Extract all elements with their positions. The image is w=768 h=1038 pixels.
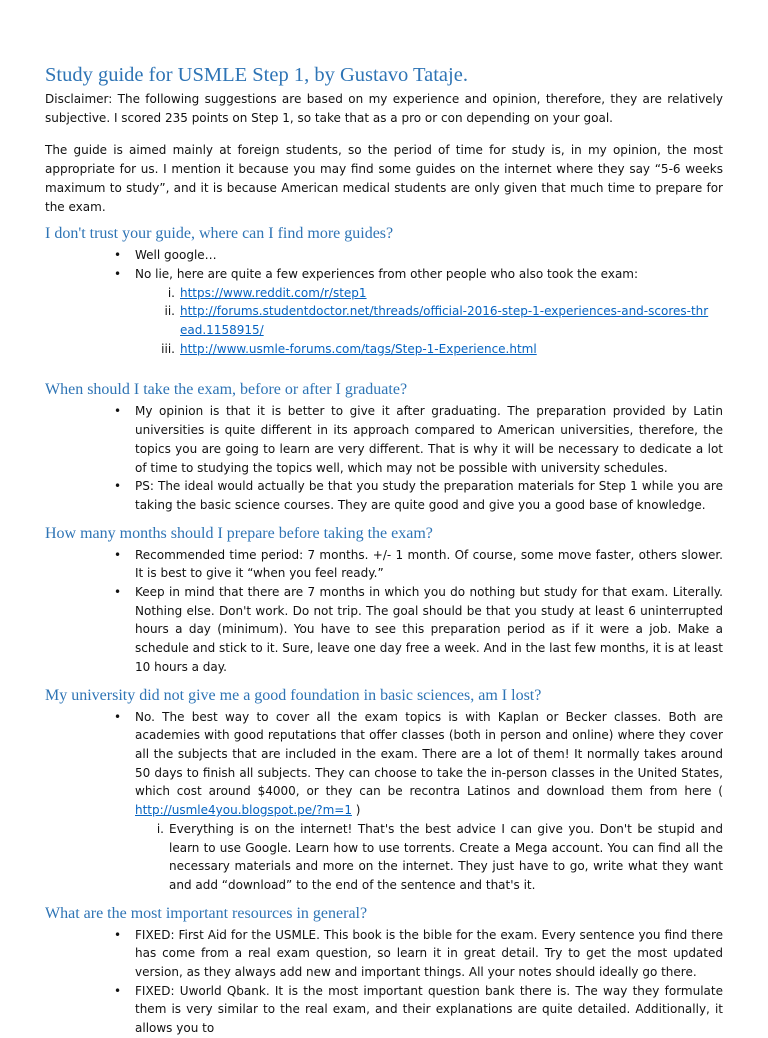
bullet-icon: • [114,547,122,562]
heading-when: When should I take the exam, before or after I graduate? [45,381,408,399]
usmle-forums-link[interactable]: http://www.usmle-forums.com/tags/Step-1-Experience.html [180,341,537,356]
list-item: i. Everything is on the internet! That's the best advice I can give you. Don't be stupid and learn to use Google. Learn how to use torrents. Create a Mega account. You can find all the necessary materials and more on the internet. They just have to go, write what they want and add “download” to the end of the sentence and that's it. [156,821,723,892]
studentdoctor-link[interactable]: http://forums.studentdoctor.net/threads/official-2016-step-1-experiences-and-scores-thread.1158915/ [180,304,709,338]
reddit-link[interactable]: https://www.reddit.com/r/step1 [180,285,367,300]
list-item: • Recommended time period: 7 months. +/- 1 month. Of course, some move faster, others slower. It is best to give it “when you feel ready.” [114,547,723,581]
guide-links-list [45,284,723,359]
heading-foundation: My university did not give me a good foundation in basic sciences, am I lost? [45,686,542,704]
more-guides-list [45,246,723,283]
bullet-icon: • [114,404,122,419]
list-item: • Well google… [45,246,723,265]
foundation-list [45,708,723,820]
bullet-icon: • [114,585,122,600]
list-item: • Keep in mind that there are 7 months in which you do nothing but study for that exam. Literally. Nothing else. Don't work. Do not trip. The goal should be that you study at least 6 uninterrupted hours a day (minimum). You have to see this preparation period as if it were a job. Make a schedule and stick to it. Sure, leave one day free a week. And in the last few months, it is at least 10 hours a day. [114,585,723,674]
usmle4you-link[interactable]: http://usmle4you.blogspot.pe/?m=1 [135,803,352,818]
heading-more-guides: I don't trust your guide, where can I find more guides? [45,225,394,243]
bullet-icon: • [114,927,122,942]
list-item: • FIXED: Uworld Qbank. It is the most important question bank there is. The way they formulate them is very similar to the real exam, and their explanations are quite detailed. Additionally, it allows you to [114,983,723,1036]
bullet-icon: • [114,248,122,263]
document-page [45,62,723,1038]
disclaimer-paragraph: Disclaimer: The following suggestions are based on my experience and opinion, therefore, they are relatively subjective. I scored 235 points on Step 1, so take that as a pro or con depending on your goal. [45,92,723,125]
when-list [45,402,723,514]
bullet-icon: • [114,479,122,494]
list-item: i. https://www.reddit.com/r/step1 [167,285,367,300]
aim-paragraph: The guide is aimed mainly at foreign students, so the period of time for study is, in my opinion, the most appropriate for us. I mention it because you may find some guides on the internet where they say “5-6 weeks maximum to study”, and it is because American medical students are only given that much time to prepare for the exam. [45,143,723,214]
heading-resources: What are the most important resources in general? [45,904,368,922]
resources-list [45,926,723,1038]
list-item: ii. http://forums.studentdoctor.net/threads/official-2016-step-1-experiences-and-scores-thread.1158915/ [164,304,709,338]
bullet-icon: • [114,709,122,724]
list-item: • FIXED: First Aid for the USMLE. This book is the bible for the exam. Every sentence you find there has come from a real exam question, so learn it in great detail. Try to get the most updated version, as they always add new and important things. All your notes should ideally go there. [114,927,723,980]
months-list [45,546,723,677]
list-item: • My opinion is that it is better to give it after graduating. The preparation provided by Latin universities is quite different in its approach compared to American universities, therefore, the topics you are going to learn are very different. That is why it will be necessary to dedicate a lot of time to studying the topics well, which may not be possible with university schedules. [114,404,723,475]
list-item: iii. http://www.usmle-forums.com/tags/Step-1-Experience.html [161,341,537,356]
list-item: • PS: The ideal would actually be that you study the preparation materials for Step 1 while you are taking the basic science courses. They are quite good and give you a good base of knowledge. [114,479,723,512]
heading-months: How many months should I prepare before taking the exam? [45,524,433,542]
bullet-icon: • [114,983,122,998]
list-item: • No. The best way to cover all the exam topics is with Kaplan or Becker classes. Both are academies with good reputations that offer classes (both in person and online) where they cover all the subjects that are included in the exam. There are a lot of them! It normally takes around 50 days to finish all subjects. They can choose to take the in-person classes in the United States, which cost around $4000, or they can be recontra Latinos and download them from here ( http://usmle4you.blogspot.pe/?m=1 ) [114,709,723,818]
document-title: Study guide for USMLE Step 1, by Gustavo Tataje. [45,64,468,86]
list-item: • No lie, here are quite a few experiences from other people who also took the exam: [45,265,723,284]
foundation-sublist [45,820,723,895]
bullet-icon: • [114,266,122,281]
